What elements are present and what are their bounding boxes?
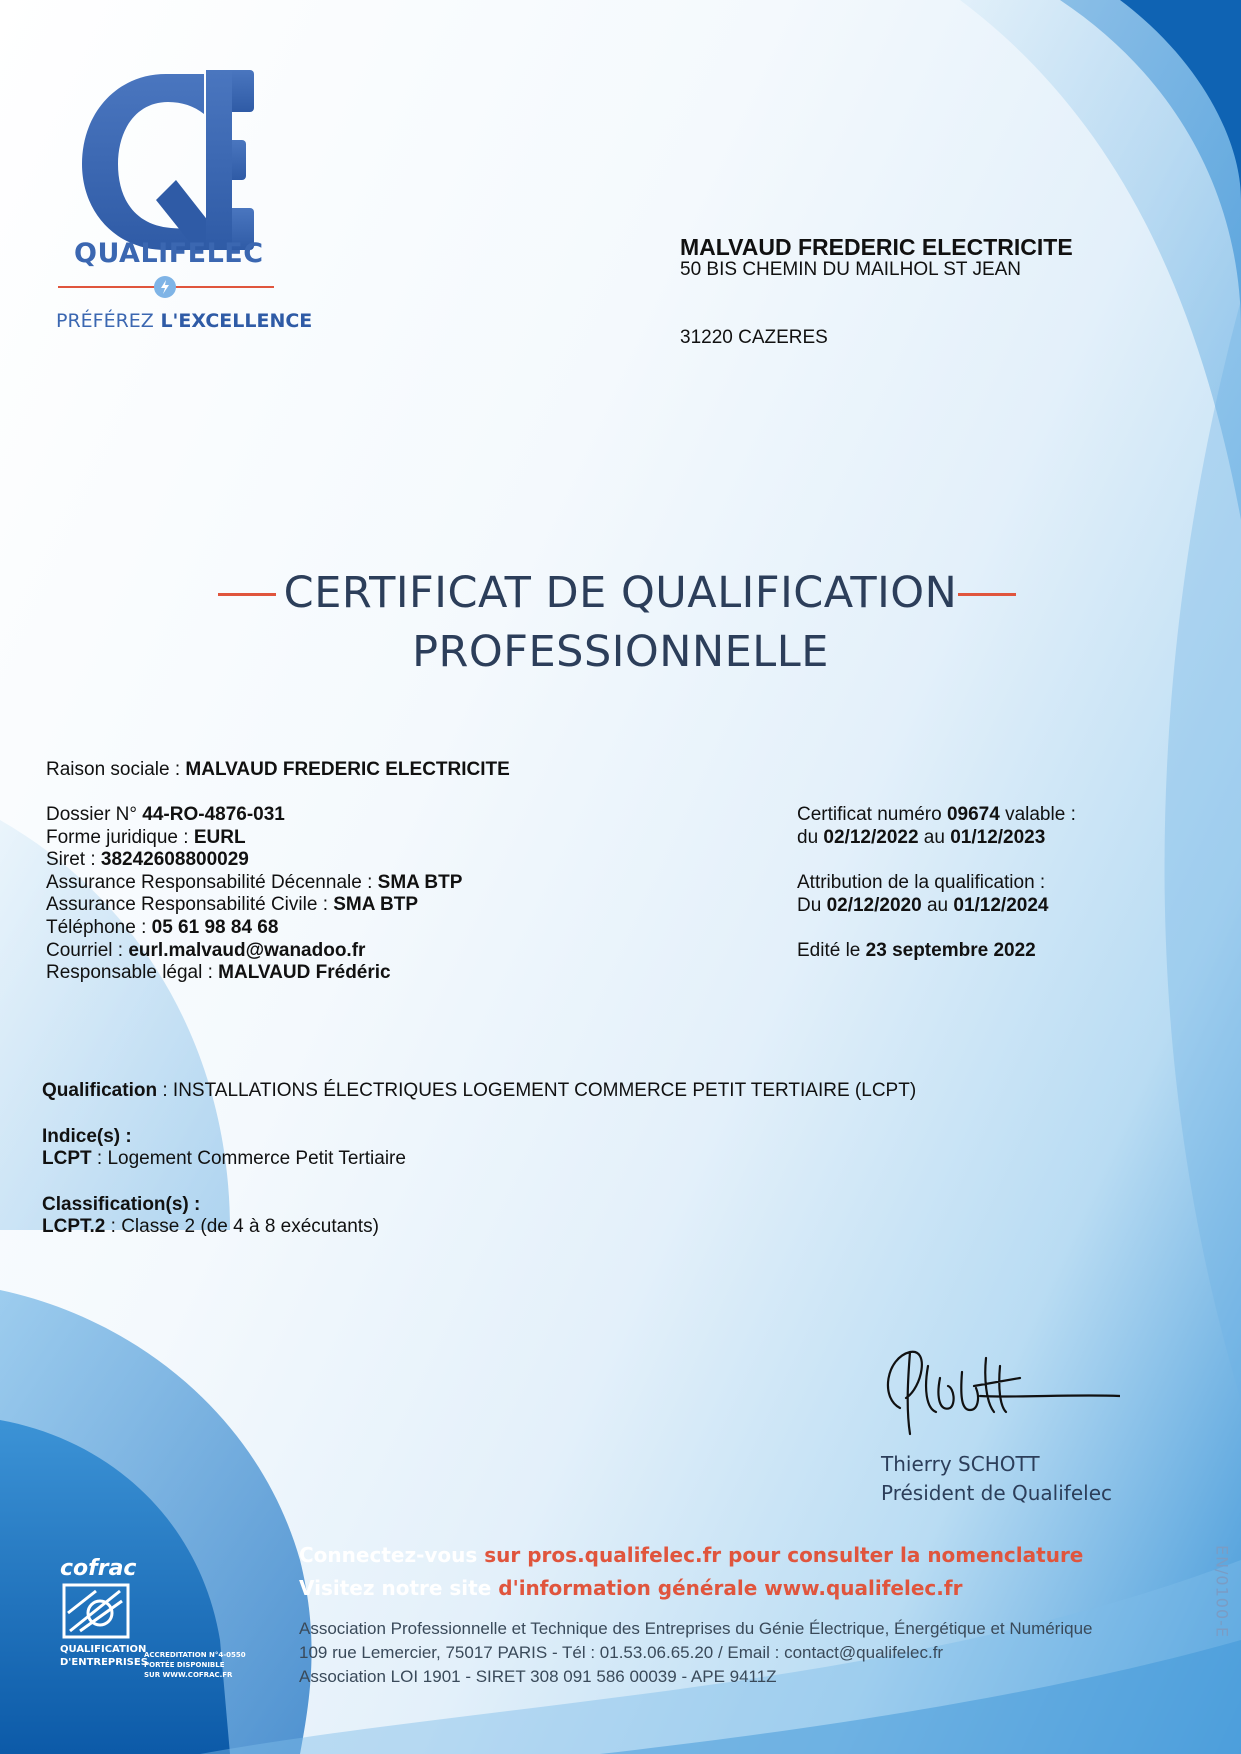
lightning-icon — [154, 276, 176, 298]
qualification-section — [42, 1080, 916, 1239]
company-details — [46, 804, 462, 985]
indice-item: LCPT : Logement Commerce Petit Tertiaire — [42, 1148, 406, 1170]
logo-brand-name: QUALIFELEC — [74, 238, 264, 269]
classification-item: LCPT.2 : Classe 2 (de 4 à 8 exécutants) — [42, 1216, 379, 1238]
association-line1: Association Professionnelle et Technique des Entreprises du Génie Électrique, Énergétique et Numérique — [299, 1619, 1093, 1638]
edition-date: Edité le 23 septembre 2022 — [797, 940, 1036, 962]
siret: Siret : 38242608800029 — [46, 849, 249, 871]
classifications-heading: Classification(s) : — [42, 1193, 201, 1215]
recipient-address: 50 BIS CHEMIN DU MAILHOL ST JEAN — [680, 259, 1022, 280]
courriel: Courriel : eurl.malvaud@wanadoo.fr — [46, 939, 366, 961]
forme-juridique: Forme juridique : EURL — [46, 826, 246, 848]
cofrac-accreditation: ACCREDITATION N°4-0550 PORTÉE DISPONIBLE SUR WWW.COFRAC.FR — [144, 1651, 246, 1679]
validity-dates: du 02/12/2022 au 01/12/2023 — [797, 826, 1046, 848]
certificate-title-line2: PROFESSIONNELLE — [412, 627, 829, 677]
qe-logo-mark — [56, 60, 306, 260]
signatory-name: Thierry SCHOTT — [881, 1452, 1040, 1476]
cofrac-logo — [60, 1556, 250, 1686]
certificate-validity — [797, 804, 1076, 963]
assurance-decennale: Assurance Responsabilité Décennale : SMA BTP — [46, 871, 463, 893]
logo-tagline: PRÉFÉREZ L'EXCELLENCE — [56, 310, 313, 332]
footer-link-website[interactable]: Visitez notre site d'information générale www.qualifelec.fr — [299, 1576, 963, 1600]
cofrac-emblem-icon — [60, 1583, 136, 1641]
association-line2: 109 rue Lemercier, 75017 PARIS - Tél : 01.53.06.65.20 / Email : contact@qualifelec.fr — [299, 1643, 944, 1662]
document-code: EN/0100-E — [1212, 1544, 1232, 1639]
attribution-label: Attribution de la qualification : — [797, 872, 1046, 894]
footer-link-pros[interactable]: Connectez-vous sur pros.qualifelec.fr pour consulter la nomenclature — [299, 1543, 1084, 1567]
indices-heading: Indice(s) : — [42, 1125, 132, 1147]
telephone: Téléphone : 05 61 98 84 68 — [46, 916, 279, 938]
raison-sociale: Raison sociale : MALVAUD FREDERIC ELECTRICITE — [46, 759, 510, 780]
assurance-civile: Assurance Responsabilité Civile : SMA BTP — [46, 894, 419, 916]
certificate-title-line1: CERTIFICAT DE QUALIFICATION — [283, 568, 958, 618]
cofrac-brand: cofrac — [60, 1556, 137, 1581]
attribution-dates: Du 02/12/2020 au 01/12/2024 — [797, 894, 1049, 916]
qualifelec-logo — [56, 60, 313, 380]
dossier-number: Dossier N° 44-RO-4876-031 — [46, 804, 285, 825]
certificate-number: Certificat numéro 09674 valable : — [797, 804, 1076, 825]
recipient-name: MALVAUD FREDERIC ELECTRICITE — [680, 234, 1073, 260]
cofrac-label: QUALIFICATION D'ENTREPRISES — [60, 1644, 148, 1668]
association-line3: Association LOI 1901 - SIRET 308 091 586 00039 - APE 9411Z — [299, 1667, 777, 1686]
recipient-city: 31220 CAZERES — [680, 327, 828, 348]
signature — [870, 1338, 1120, 1448]
signatory-role: Président de Qualifelec — [881, 1481, 1112, 1505]
responsable-legal: Responsable légal : MALVAUD Frédéric — [46, 962, 391, 984]
association-info — [299, 1617, 1093, 1689]
qualification-line: Qualification : INSTALLATIONS ÉLECTRIQUES LOGEMENT COMMERCE PETIT TERTIAIRE (LCPT) — [42, 1080, 917, 1101]
